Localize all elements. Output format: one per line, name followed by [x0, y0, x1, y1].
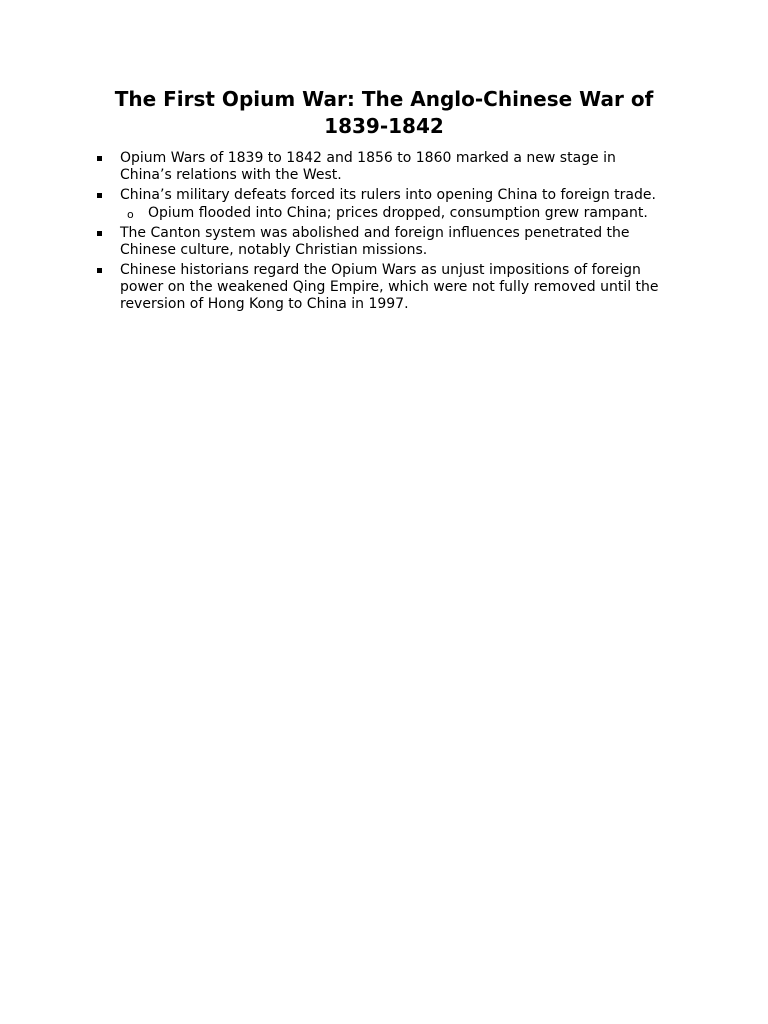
- bullet-item: [96, 187, 686, 204]
- sub-bullet-item: [96, 205, 686, 222]
- square-bullet-icon: [97, 231, 102, 236]
- title-line-2: 1839-1842: [324, 114, 444, 138]
- square-bullet-icon: [97, 268, 102, 273]
- square-bullet-icon: [97, 193, 102, 198]
- bullet-line: The Canton system was abolished and foreign influences penetrated the: [120, 225, 630, 241]
- circle-bullet-icon: o: [127, 208, 134, 221]
- bullet-item: [96, 262, 686, 313]
- bullet-item: [96, 150, 686, 184]
- bullet-line: Chinese culture, notably Christian missions.: [120, 242, 428, 258]
- title-line-1: The First Opium War: The Anglo-Chinese War of: [114, 87, 654, 111]
- bullet-line: Opium flooded into China; prices dropped, consumption grew rampant.: [148, 205, 648, 221]
- bullet-item: [96, 225, 686, 259]
- square-bullet-icon: [97, 156, 102, 161]
- bullet-line: China’s military defeats forced its rulers into opening China to foreign trade.: [120, 187, 656, 203]
- bullet-line: Chinese historians regard the Opium Wars as unjust impositions of foreign: [120, 262, 641, 278]
- bullet-line: Opium Wars of 1839 to 1842 and 1856 to 1860 marked a new stage in: [120, 150, 616, 166]
- bullet-line: power on the weakened Qing Empire, which were not fully removed until the: [120, 279, 659, 295]
- bullet-list: [96, 150, 686, 313]
- page-title: [96, 86, 672, 140]
- bullet-line: reversion of Hong Kong to China in 1997.: [120, 296, 409, 312]
- bullet-line: China’s relations with the West.: [120, 167, 342, 183]
